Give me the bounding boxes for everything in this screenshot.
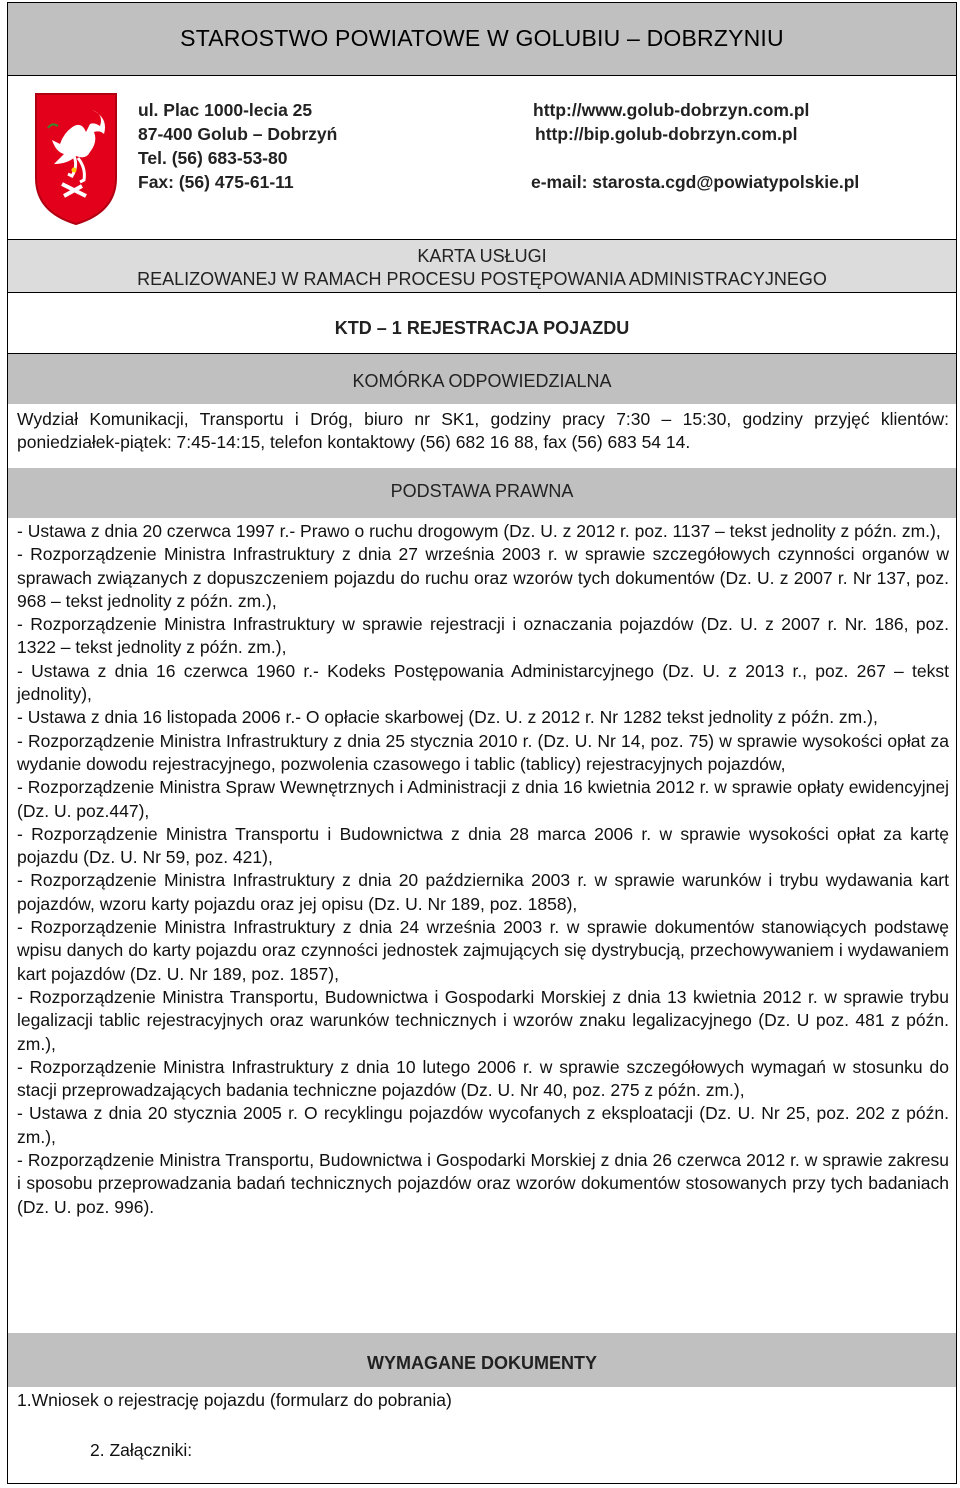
legal-item: - Ustawa z dnia 20 czerwca 1997 r.- Prawo o ruchu drogowym (Dz. U. z 2012 r. poz. 1137 – tekst jednolity z późn. zm.),: [17, 521, 941, 541]
legal-item: - Rozporządzenie Ministra Transportu i Budownictwa z dnia 28 marca 2006 r. w sprawie wysokości opłat za kartę pojazdu (Dz. U. Nr 59, poz. 421),: [17, 823, 949, 868]
bip-link[interactable]: http://bip.golub-dobrzyn.com.pl: [535, 124, 798, 144]
web-contact-block: [528, 98, 859, 194]
fax-number: Fax: (56) 475-61-11: [138, 172, 294, 192]
card-title-band: [8, 240, 956, 293]
document-frame: [7, 2, 957, 1484]
legal-item: - Rozporządzenie Ministra Transportu, Budownictwa i Gospodarki Morskiej z dnia 26 czerwca 2012 r. w sprawie zakresu i sposobu przeprowadzania badań technicznych pojazdów oraz wzorów dokumentów stosowanych przy tych badaniach (Dz. U. poz. 996).: [17, 1150, 949, 1217]
required-documents-heading: WYMAGANE DOKUMENTY: [367, 1353, 597, 1373]
card-code-band: [8, 293, 956, 354]
contact-section: [8, 76, 956, 240]
required-document-application[interactable]: 1.Wniosek o rejestrację pojazdu (formularz do pobrania): [17, 1390, 452, 1410]
legal-basis-heading-band: [8, 468, 956, 518]
card-title-line2: REALIZOWANEJ W RAMACH PROCESU POSTĘPOWANIA ADMINISTRACYJNEGO: [137, 269, 827, 289]
legal-basis-list: [17, 520, 949, 1219]
responsible-unit-heading-band: [8, 354, 956, 404]
address-block: [138, 98, 337, 194]
legal-basis-heading: PODSTAWA PRAWNA: [390, 481, 574, 501]
legal-item: - Rozporządzenie Ministra Transportu, Budownictwa i Gospodarki Morskiej z dnia 13 kwietnia 2012 r. w sprawie trybu legalizacji tablic rejestracyjnych oraz warunków technicznych i wzorów znaku legalizacyjnego (Dz. U poz. 481 z późn. zm.),: [17, 986, 949, 1054]
required-documents-heading-band: [8, 1333, 956, 1387]
card-title: [8, 240, 956, 291]
legal-item: - Rozporządzenie Ministra Infrastruktury z dnia 27 września 2003 r. w sprawie szczegółowych czynności organów w sprawach związanych z dopuszczeniem pojazdu do ruchu oraz wzorów tych dokumentów (Dz. U. z 2007 r. Nr 137, poz. 968 – tekst jednolity z późn. zm.),: [17, 544, 949, 611]
phone-number: Tel. (56) 683-53-80: [138, 148, 288, 168]
card-code: KTD – 1 REJESTRACJA POJAZDU: [334, 318, 630, 338]
coat-of-arms-icon: [34, 92, 118, 226]
required-document-attachments: 2. Załączniki:: [90, 1440, 193, 1460]
legal-item: - Ustawa z dnia 16 listopada 2006 r.- O opłacie skarbowej (Dz. U. z 2012 r. Nr 1282 tekst jednolity z późn. zm.),: [17, 707, 878, 728]
address-city: 87-400 Golub – Dobrzyń: [138, 124, 338, 144]
legal-item: - Rozporządzenie Ministra Infrastruktury z dnia 24 września 2003 r. w sprawie dokumentów stanowiących podstawę wpisu danych do karty pojazdu oraz czynności jednostek zajmujących się dystrybucją, przechowywaniem i wydawaniem kart pojazdów (Dz. U. Nr 189, poz. 1857),: [17, 917, 949, 984]
legal-item: - Ustawa z dnia 20 stycznia 2005 r. O recyklingu pojazdów wycofanych z eksploatacji (Dz. U. Nr 25, poz. 202 z późn. zm.),: [17, 1103, 949, 1147]
legal-item: - Rozporządzenie Ministra Infrastruktury z dnia 10 lutego 2006 r. w sprawie szczegółowych wymagań w stosunku do stacji przeprowadzających badania techniczne pojazdów (Dz. U. Nr 40, poz. 275 z późn. zm.),: [17, 1056, 949, 1101]
email-link[interactable]: e-mail: starosta.cgd@powiatypolskie.pl: [531, 172, 860, 192]
website-link[interactable]: http://www.golub-dobrzyn.com.pl: [533, 100, 810, 120]
header-band: [8, 3, 956, 76]
address-street: ul. Plac 1000-lecia 25: [138, 100, 313, 120]
legal-item: - Rozporządzenie Ministra Infrastruktury z dnia 25 stycznia 2010 r. (Dz. U. Nr 14, poz. 75) w sprawie wysokości opłat za wydanie dowodu rejestracyjnego, pozwolenia czasowego i tablic (tablicy) rejestracyjnych pojazdów,: [17, 730, 949, 774]
legal-item: - Rozporządzenie Ministra Infrastruktury w sprawie rejestracji i oznaczania pojazdów (Dz. U. z 2007 r. Nr. 186, poz. 1322 – tekst jednolity z późn. zm.),: [17, 614, 949, 658]
responsible-unit-text: Wydział Komunikacji, Transportu i Dróg, biuro nr SK1, godziny pracy 7:30 – 15:30, godziny przyjęć klientów: poniedziałek-piątek: 7:45-14:15, telefon kontaktowy (56) 682 16 88, fax (56) 683 54 14.: [17, 409, 949, 453]
legal-item: - Rozporządzenie Ministra Infrastruktury z dnia 20 października 2003 r. w sprawie warunków i trybu wydawania kart pojazdów, wzoru karty pojazdu oraz jej opisu (Dz. U. Nr 189, poz. 1858),: [17, 870, 949, 914]
responsible-unit-heading: KOMÓRKA ODPOWIEDZIALNA: [352, 371, 612, 391]
legal-item: - Ustawa z dnia 16 czerwca 1960 r.- Kodeks Postępowania Administarcyjnego (Dz. U. z 2013 r., poz. 267 – tekst jednolity),: [17, 660, 949, 705]
card-title-line1: KARTA USŁUGI: [417, 246, 547, 266]
legal-item: - Rozporządzenie Ministra Spraw Wewnętrznych i Administracji z dnia 16 kwietnia 2012 r. w sprawie opłaty ewidencyjnej (Dz. U. poz.447),: [17, 777, 949, 821]
page-title: STAROSTWO POWIATOWE W GOLUBIU – DOBRZYNIU: [180, 25, 784, 51]
